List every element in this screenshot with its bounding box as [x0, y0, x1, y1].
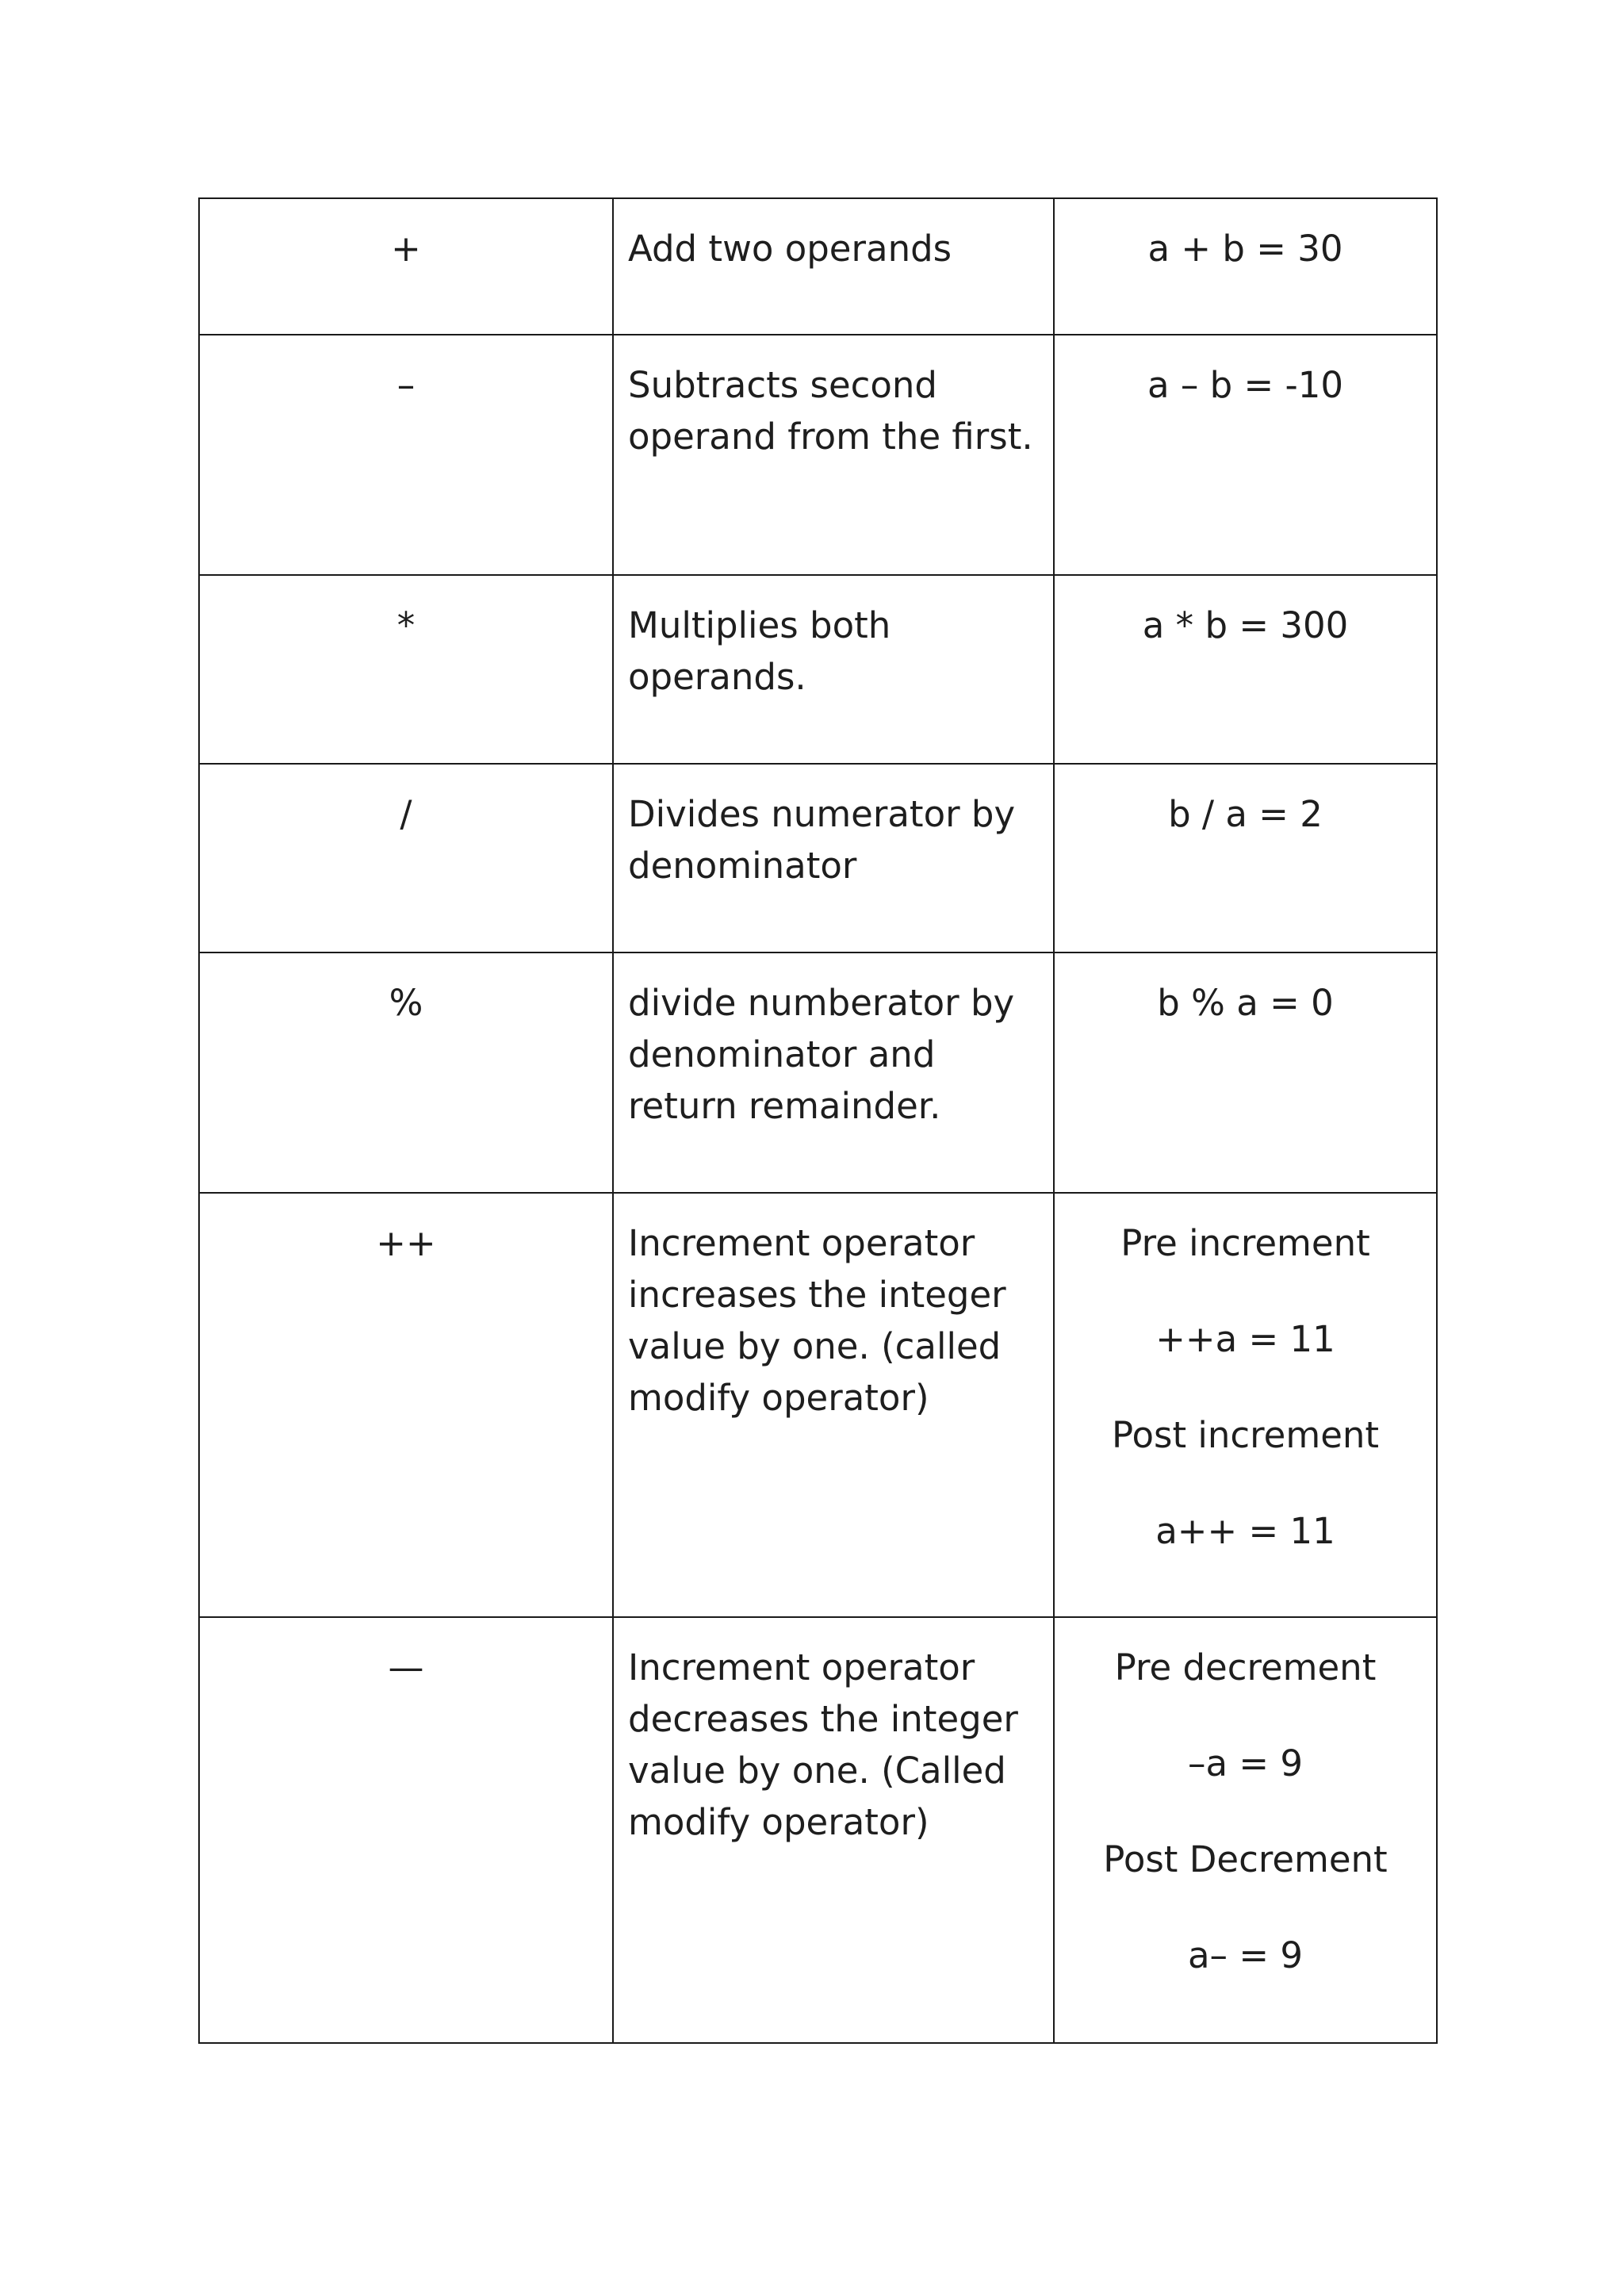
example-cell	[1054, 764, 1437, 953]
operator-cell: —	[199, 1617, 613, 2043]
table-row	[199, 764, 1437, 953]
description-cell: Multiplies both operands.	[613, 575, 1054, 764]
description-cell: Divides numerator by denominator	[613, 764, 1054, 953]
example-cell	[1054, 335, 1437, 575]
table-row	[199, 953, 1437, 1193]
operator-cell: –	[199, 335, 613, 575]
table-row	[199, 1193, 1437, 1617]
table-row	[199, 1617, 1437, 2043]
example-cell	[1054, 198, 1437, 335]
operator-cell: ++	[199, 1193, 613, 1617]
operator-cell: *	[199, 575, 613, 764]
example-line: a– = 9	[1187, 1934, 1304, 1976]
operator-cell: +	[199, 198, 613, 335]
example-line: b / a = 2	[1168, 793, 1323, 835]
example-line: Post increment	[1111, 1414, 1380, 1456]
example-line: Post Decrement	[1103, 1838, 1388, 1880]
table-row	[199, 198, 1437, 335]
example-line: a * b = 300	[1142, 604, 1349, 646]
description-cell: Add two operands	[613, 198, 1054, 335]
description-cell: Increment operator decreases the integer value by one. (Called modify operator)	[613, 1617, 1054, 2043]
operator-cell: %	[199, 953, 613, 1193]
example-line: Pre decrement	[1114, 1646, 1377, 1688]
example-cell	[1054, 575, 1437, 764]
operator-cell: /	[199, 764, 613, 953]
example-cell	[1054, 953, 1437, 1193]
example-line: a++ = 11	[1155, 1510, 1335, 1552]
description-cell: Subtracts second operand from the first.	[613, 335, 1054, 575]
description-cell: divide numberator by denominator and return remainder.	[613, 953, 1054, 1193]
example-line: b % a = 0	[1157, 982, 1334, 1024]
table-row	[199, 575, 1437, 764]
example-line: a + b = 30	[1147, 228, 1343, 270]
example-line: a – b = -10	[1147, 364, 1344, 406]
table-row	[199, 335, 1437, 575]
example-line: Pre increment	[1120, 1222, 1370, 1264]
example-line: ++a = 11	[1155, 1318, 1335, 1360]
example-cell	[1054, 1617, 1437, 2043]
example-line: –a = 9	[1187, 1742, 1304, 1784]
description-cell: Increment operator increases the integer value by one. (called modify operator)	[613, 1193, 1054, 1617]
example-cell	[1054, 1193, 1437, 1617]
operators-table	[198, 197, 1438, 2044]
